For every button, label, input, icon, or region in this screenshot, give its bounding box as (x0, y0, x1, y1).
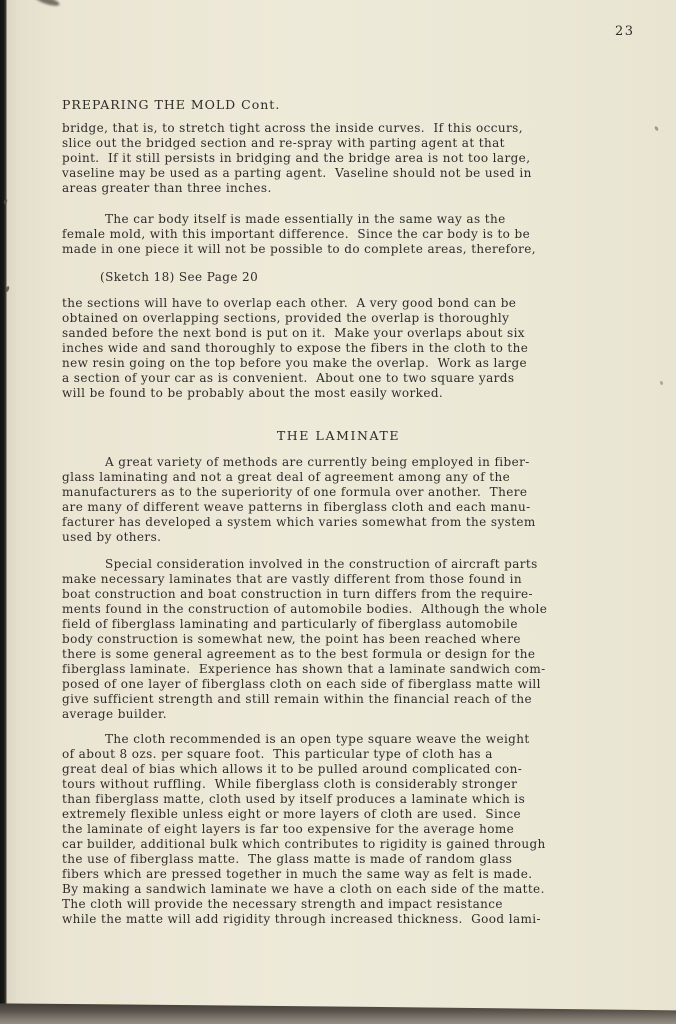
scan-bottom-edge (0, 1002, 676, 1024)
paragraph-cloth-recommended: The cloth recommended is an open type square weave the weight of about 8 ozs. per square foot. This particular type of cloth has a great deal of bias which allows it to be pulled around complicated con- tours without ruffling. While fiberglass cloth is considerably stronger than fiberglass matte, cloth used by itself produces a laminate which is extremely flexible unless eight or more layers of cloth are used. Since the laminate of eight layers is far too expensive for the average home car builder, additional bulk which contributes to rigidity is gained through the use of fiberglass matte. The glass matte is made of random glass fibers which are pressed together in much the same way as felt is made. By making a sandwich laminate we have a cloth on each side of the matte. The cloth will provide the necessary strength and impact resistance while the matte will add rigidity through increased thickness. Good lami- (62, 732, 546, 926)
page-left-edge (0, 0, 7, 1010)
margin-speck (5, 286, 10, 293)
paragraph-methods: A great variety of methods are currently being employed in fiber- glass laminating and not a great deal of agreement among any of the manufacturers as to the superiority of one formula over another. There are many of different weave patterns in fiberglass cloth and each manu- facturer has developed a system which varies somewhat from the system used by others. (62, 455, 536, 544)
paragraph-special-consideration: Special consideration involved in the construction of aircraft parts make necessary laminates that are vastly different from those found in boat construction and boat construction in turn differs from the require- ments found in the construction of automobile bodies. Although the whole field of fiberglass laminating and particularly of fiberglass automobile body construction is somewhat new, the point has been reached where there is some general agreement as to the best formula or design for the fiberglass laminate. Experience has shown that a laminate sandwich com- posed of one layer of fiberglass cloth on each side of fiberglass matte will give sufficient strength and still remain within the financial reach of the average builder. (62, 557, 548, 721)
paragraph-car-body: The car body itself is made essentially in the same way as the female mold, with this important difference. Since the car body is to be made in one piece it will not be possible to do complete areas, therefore, (62, 212, 537, 256)
sketch-reference-note: (Sketch 18) See Page 20 (100, 270, 259, 284)
section-heading: PREPARING THE MOLD Cont. (62, 97, 281, 112)
margin-speck (654, 126, 659, 132)
scan-corner-mark (34, 0, 61, 8)
subsection-heading-the-laminate: THE LAMINATE (276, 428, 401, 443)
margin-speck (3, 199, 8, 205)
paragraph-bridging: bridge, that is, to stretch tight across the inside curves. If this occurs, slice out the bridged section and re-spray with parting agent at that point. If it still persists in bridging and the bridge area is not too large, vaseline may be used as a parting agent. Vaseline should not be used in areas greater than three inches. (62, 121, 532, 195)
paragraph-overlap: the sections will have to overlap each other. A very good bond can be obtained on overlapping sections, provided the overlap is thoroughly sanded before the next bond is put on it. Make your overlaps about six inches wide and sand thoroughly to expose the fibers in the cloth to the new resin going on the top before you make the overlap. Work as large a section of your car as is convenient. About one to two square yards will be found to be probably about the most easily worked. (62, 296, 529, 400)
page-number: 23 (615, 24, 635, 39)
margin-speck (659, 381, 663, 386)
